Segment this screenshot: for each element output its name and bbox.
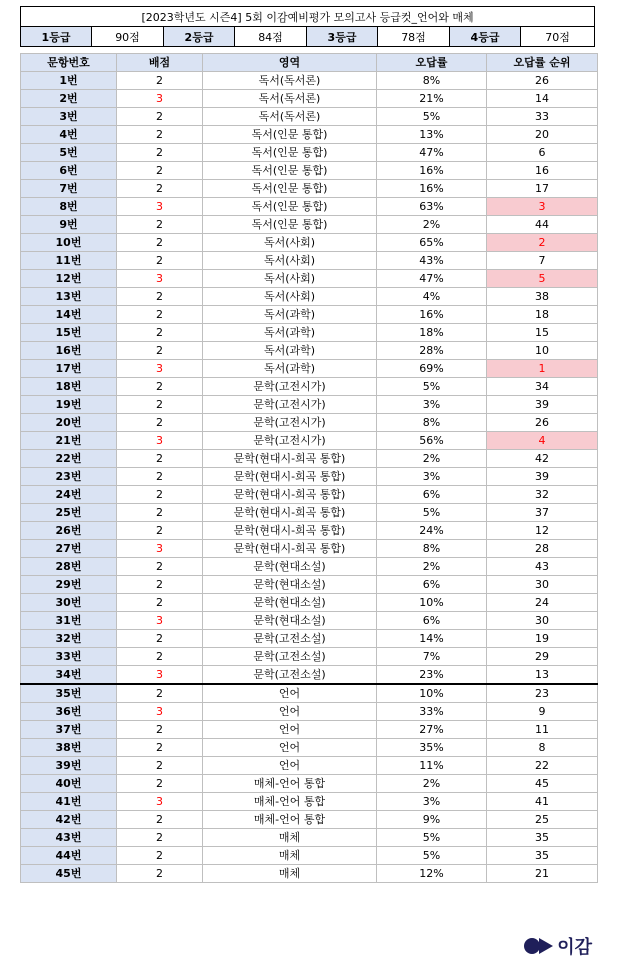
grade-score: 84점 — [235, 27, 307, 47]
section: 문학(고전소설) — [203, 630, 377, 648]
error-rate: 18% — [377, 324, 487, 342]
error-rate: 3% — [377, 793, 487, 811]
question-number: 2번 — [21, 90, 117, 108]
table-row — [21, 468, 598, 486]
error-rank: 38 — [487, 288, 598, 306]
section: 매체-언어 통합 — [203, 793, 377, 811]
table-row — [21, 847, 598, 865]
points: 3 — [117, 612, 203, 630]
question-number: 43번 — [21, 829, 117, 847]
error-rate: 6% — [377, 612, 487, 630]
table-row — [21, 775, 598, 793]
table-row — [21, 324, 598, 342]
error-rate: 8% — [377, 72, 487, 90]
section: 문학(고전소설) — [203, 648, 377, 666]
question-number: 28번 — [21, 558, 117, 576]
table-row — [21, 450, 598, 468]
error-rank: 26 — [487, 414, 598, 432]
table-row — [21, 378, 598, 396]
error-rank: 17 — [487, 180, 598, 198]
question-number: 6번 — [21, 162, 117, 180]
table-row — [21, 666, 598, 685]
error-rate: 14% — [377, 630, 487, 648]
error-rank: 2 — [487, 234, 598, 252]
table-row — [21, 630, 598, 648]
question-number: 4번 — [21, 126, 117, 144]
section: 독서(독서론) — [203, 72, 377, 90]
table-row — [21, 811, 598, 829]
question-number: 3번 — [21, 108, 117, 126]
points: 3 — [117, 432, 203, 450]
error-rank: 33 — [487, 108, 598, 126]
section: 독서(인문 통합) — [203, 126, 377, 144]
section: 문학(현대시-희곡 통합) — [203, 540, 377, 558]
error-rate: 16% — [377, 162, 487, 180]
section: 문학(현대시-희곡 통합) — [203, 468, 377, 486]
error-rank: 10 — [487, 342, 598, 360]
section: 독서(독서론) — [203, 90, 377, 108]
error-rank: 37 — [487, 504, 598, 522]
points: 2 — [117, 378, 203, 396]
points: 2 — [117, 126, 203, 144]
question-number: 10번 — [21, 234, 117, 252]
points: 2 — [117, 739, 203, 757]
error-rate: 33% — [377, 703, 487, 721]
grade-label: 1등급 — [21, 27, 92, 47]
table-body — [21, 72, 598, 883]
points: 2 — [117, 486, 203, 504]
column-header: 영역 — [203, 54, 377, 72]
error-rate: 27% — [377, 721, 487, 739]
section: 문학(현대시-희곡 통합) — [203, 450, 377, 468]
error-rate: 5% — [377, 504, 487, 522]
points: 2 — [117, 324, 203, 342]
grade-label: 2등급 — [164, 27, 235, 47]
question-number: 39번 — [21, 757, 117, 775]
section: 문학(현대소설) — [203, 612, 377, 630]
error-rate: 2% — [377, 558, 487, 576]
table-row — [21, 558, 598, 576]
table-row — [21, 504, 598, 522]
header-row — [21, 54, 598, 72]
section: 문학(현대소설) — [203, 594, 377, 612]
question-number: 30번 — [21, 594, 117, 612]
section: 문학(고전시가) — [203, 396, 377, 414]
page-title: [2023학년도 시즌4] 5회 이감예비평가 모의고사 등급컷_언어와 매체 — [21, 7, 595, 27]
error-rank: 6 — [487, 144, 598, 162]
error-rate: 6% — [377, 486, 487, 504]
error-rate: 8% — [377, 540, 487, 558]
section: 독서(사회) — [203, 270, 377, 288]
error-rank: 21 — [487, 865, 598, 883]
question-number: 29번 — [21, 576, 117, 594]
table-row — [21, 252, 598, 270]
grade-label: 4등급 — [450, 27, 521, 47]
table-row — [21, 793, 598, 811]
table-row — [21, 144, 598, 162]
question-number: 41번 — [21, 793, 117, 811]
section: 매체 — [203, 829, 377, 847]
table-row — [21, 414, 598, 432]
table-row — [21, 288, 598, 306]
question-number: 34번 — [21, 666, 117, 685]
error-rank: 13 — [487, 666, 598, 685]
error-rank: 41 — [487, 793, 598, 811]
points: 2 — [117, 576, 203, 594]
error-rank: 12 — [487, 522, 598, 540]
error-rank: 15 — [487, 324, 598, 342]
section: 문학(고전시가) — [203, 432, 377, 450]
table-row — [21, 721, 598, 739]
error-rank: 8 — [487, 739, 598, 757]
error-rank: 35 — [487, 847, 598, 865]
section: 독서(과학) — [203, 306, 377, 324]
question-number: 35번 — [21, 684, 117, 703]
igam-logo-icon — [524, 937, 554, 955]
error-rank: 39 — [487, 396, 598, 414]
section: 독서(사회) — [203, 288, 377, 306]
points: 2 — [117, 468, 203, 486]
table-row — [21, 216, 598, 234]
points: 2 — [117, 522, 203, 540]
section: 문학(현대소설) — [203, 558, 377, 576]
section: 독서(인문 통합) — [203, 198, 377, 216]
error-rate: 16% — [377, 180, 487, 198]
question-number: 22번 — [21, 450, 117, 468]
column-header: 배점 — [117, 54, 203, 72]
question-number: 37번 — [21, 721, 117, 739]
table-row — [21, 522, 598, 540]
error-rate: 56% — [377, 432, 487, 450]
error-rank: 19 — [487, 630, 598, 648]
table-row — [21, 72, 598, 90]
points: 2 — [117, 829, 203, 847]
grade-score: 70점 — [521, 27, 595, 47]
table-row — [21, 180, 598, 198]
points: 2 — [117, 865, 203, 883]
table-row — [21, 198, 598, 216]
points: 2 — [117, 72, 203, 90]
table-row — [21, 270, 598, 288]
error-rank: 22 — [487, 757, 598, 775]
section: 독서(사회) — [203, 252, 377, 270]
error-rate: 24% — [377, 522, 487, 540]
error-rate: 6% — [377, 576, 487, 594]
points: 2 — [117, 108, 203, 126]
table-row — [21, 396, 598, 414]
error-rank: 7 — [487, 252, 598, 270]
question-number: 20번 — [21, 414, 117, 432]
table-row — [21, 486, 598, 504]
section: 문학(고전시가) — [203, 378, 377, 396]
error-rank: 9 — [487, 703, 598, 721]
error-rank: 35 — [487, 829, 598, 847]
points: 2 — [117, 144, 203, 162]
error-rate: 2% — [377, 216, 487, 234]
question-number: 21번 — [21, 432, 117, 450]
error-rank: 1 — [487, 360, 598, 378]
error-rate: 28% — [377, 342, 487, 360]
table-row — [21, 360, 598, 378]
section: 문학(고전시가) — [203, 414, 377, 432]
points: 3 — [117, 793, 203, 811]
error-rate: 47% — [377, 144, 487, 162]
section: 언어 — [203, 757, 377, 775]
section: 독서(인문 통합) — [203, 216, 377, 234]
table-row — [21, 757, 598, 775]
error-rate: 12% — [377, 865, 487, 883]
question-number: 25번 — [21, 504, 117, 522]
section: 문학(현대소설) — [203, 576, 377, 594]
section: 독서(인문 통합) — [203, 144, 377, 162]
error-rank: 5 — [487, 270, 598, 288]
points: 3 — [117, 270, 203, 288]
question-number: 5번 — [21, 144, 117, 162]
section: 문학(현대시-희곡 통합) — [203, 522, 377, 540]
error-rank: 29 — [487, 648, 598, 666]
error-rate: 7% — [377, 648, 487, 666]
error-rank: 3 — [487, 198, 598, 216]
points: 2 — [117, 811, 203, 829]
section: 매체-언어 통합 — [203, 775, 377, 793]
points: 2 — [117, 721, 203, 739]
grade-score: 78점 — [378, 27, 450, 47]
points: 2 — [117, 288, 203, 306]
table-row — [21, 306, 598, 324]
error-rate: 21% — [377, 90, 487, 108]
grade-cut-table — [20, 6, 595, 47]
question-number: 17번 — [21, 360, 117, 378]
table-row — [21, 576, 598, 594]
column-header: 문항번호 — [21, 54, 117, 72]
question-number: 12번 — [21, 270, 117, 288]
section: 매체 — [203, 865, 377, 883]
error-rate: 3% — [377, 468, 487, 486]
error-rate: 5% — [377, 829, 487, 847]
section: 매체-언어 통합 — [203, 811, 377, 829]
error-rate: 4% — [377, 288, 487, 306]
error-rank: 24 — [487, 594, 598, 612]
section: 문학(현대시-희곡 통합) — [203, 486, 377, 504]
table-row — [21, 684, 598, 703]
question-number: 45번 — [21, 865, 117, 883]
error-rank: 43 — [487, 558, 598, 576]
table-row — [21, 612, 598, 630]
points: 2 — [117, 684, 203, 703]
question-table — [20, 53, 598, 883]
error-rate: 35% — [377, 739, 487, 757]
table-row — [21, 739, 598, 757]
section: 독서(과학) — [203, 360, 377, 378]
table-row — [21, 90, 598, 108]
points: 2 — [117, 757, 203, 775]
question-number: 40번 — [21, 775, 117, 793]
points: 3 — [117, 703, 203, 721]
section: 문학(고전소설) — [203, 666, 377, 685]
error-rate: 16% — [377, 306, 487, 324]
points: 2 — [117, 180, 203, 198]
error-rank: 30 — [487, 576, 598, 594]
error-rank: 4 — [487, 432, 598, 450]
error-rank: 42 — [487, 450, 598, 468]
question-number: 27번 — [21, 540, 117, 558]
points: 2 — [117, 504, 203, 522]
question-number: 19번 — [21, 396, 117, 414]
table-row — [21, 342, 598, 360]
question-number: 31번 — [21, 612, 117, 630]
error-rate: 5% — [377, 847, 487, 865]
question-number: 26번 — [21, 522, 117, 540]
error-rate: 10% — [377, 684, 487, 703]
section: 언어 — [203, 703, 377, 721]
section: 독서(인문 통합) — [203, 180, 377, 198]
question-number: 24번 — [21, 486, 117, 504]
error-rate: 2% — [377, 775, 487, 793]
points: 3 — [117, 666, 203, 685]
error-rank: 23 — [487, 684, 598, 703]
error-rate: 69% — [377, 360, 487, 378]
table-row — [21, 540, 598, 558]
error-rank: 28 — [487, 540, 598, 558]
question-number: 9번 — [21, 216, 117, 234]
error-rate: 5% — [377, 108, 487, 126]
points: 3 — [117, 90, 203, 108]
question-number: 23번 — [21, 468, 117, 486]
question-number: 8번 — [21, 198, 117, 216]
error-rank: 34 — [487, 378, 598, 396]
points: 2 — [117, 594, 203, 612]
question-number: 32번 — [21, 630, 117, 648]
points: 2 — [117, 234, 203, 252]
error-rate: 43% — [377, 252, 487, 270]
error-rank: 44 — [487, 216, 598, 234]
points: 2 — [117, 342, 203, 360]
question-number: 15번 — [21, 324, 117, 342]
error-rank: 14 — [487, 90, 598, 108]
error-rate: 63% — [377, 198, 487, 216]
error-rate: 11% — [377, 757, 487, 775]
column-header: 오답률 순위 — [487, 54, 598, 72]
error-rate: 47% — [377, 270, 487, 288]
section: 독서(과학) — [203, 324, 377, 342]
question-number: 18번 — [21, 378, 117, 396]
error-rank: 20 — [487, 126, 598, 144]
error-rate: 2% — [377, 450, 487, 468]
table-row — [21, 108, 598, 126]
section: 독서(과학) — [203, 342, 377, 360]
points: 2 — [117, 216, 203, 234]
question-number: 7번 — [21, 180, 117, 198]
error-rank: 30 — [487, 612, 598, 630]
error-rate: 5% — [377, 378, 487, 396]
points: 2 — [117, 252, 203, 270]
question-number: 33번 — [21, 648, 117, 666]
logo-text: 이감 — [557, 937, 592, 958]
table-row — [21, 432, 598, 450]
error-rank: 45 — [487, 775, 598, 793]
section: 언어 — [203, 739, 377, 757]
error-rank: 32 — [487, 486, 598, 504]
section: 독서(독서론) — [203, 108, 377, 126]
section: 언어 — [203, 721, 377, 739]
error-rate: 3% — [377, 396, 487, 414]
points: 2 — [117, 396, 203, 414]
points: 3 — [117, 360, 203, 378]
igam-logo — [524, 933, 592, 959]
error-rate: 23% — [377, 666, 487, 685]
points: 2 — [117, 630, 203, 648]
table-row — [21, 648, 598, 666]
error-rank: 26 — [487, 72, 598, 90]
points: 3 — [117, 198, 203, 216]
question-number: 11번 — [21, 252, 117, 270]
points: 2 — [117, 847, 203, 865]
question-number: 36번 — [21, 703, 117, 721]
error-rank: 16 — [487, 162, 598, 180]
points: 2 — [117, 162, 203, 180]
question-number: 13번 — [21, 288, 117, 306]
error-rank: 18 — [487, 306, 598, 324]
error-rank: 11 — [487, 721, 598, 739]
question-number: 14번 — [21, 306, 117, 324]
question-number: 38번 — [21, 739, 117, 757]
table-row — [21, 162, 598, 180]
section: 독서(인문 통합) — [203, 162, 377, 180]
error-rate: 10% — [377, 594, 487, 612]
section: 언어 — [203, 684, 377, 703]
error-rate: 8% — [377, 414, 487, 432]
section: 독서(사회) — [203, 234, 377, 252]
error-rate: 65% — [377, 234, 487, 252]
section: 매체 — [203, 847, 377, 865]
points: 2 — [117, 450, 203, 468]
points: 3 — [117, 540, 203, 558]
error-rank: 25 — [487, 811, 598, 829]
question-number: 16번 — [21, 342, 117, 360]
grade-label: 3등급 — [307, 27, 378, 47]
table-row — [21, 703, 598, 721]
question-number: 1번 — [21, 72, 117, 90]
table-row — [21, 126, 598, 144]
points: 2 — [117, 648, 203, 666]
grade-row — [21, 27, 595, 47]
table-row — [21, 865, 598, 883]
section: 문학(현대시-희곡 통합) — [203, 504, 377, 522]
table-row — [21, 594, 598, 612]
question-number: 42번 — [21, 811, 117, 829]
points: 2 — [117, 775, 203, 793]
points: 2 — [117, 558, 203, 576]
grade-score: 90점 — [92, 27, 164, 47]
points: 2 — [117, 414, 203, 432]
error-rank: 39 — [487, 468, 598, 486]
column-header: 오답률 — [377, 54, 487, 72]
error-rate: 9% — [377, 811, 487, 829]
points: 2 — [117, 306, 203, 324]
question-number: 44번 — [21, 847, 117, 865]
error-rate: 13% — [377, 126, 487, 144]
table-row — [21, 829, 598, 847]
table-row — [21, 234, 598, 252]
